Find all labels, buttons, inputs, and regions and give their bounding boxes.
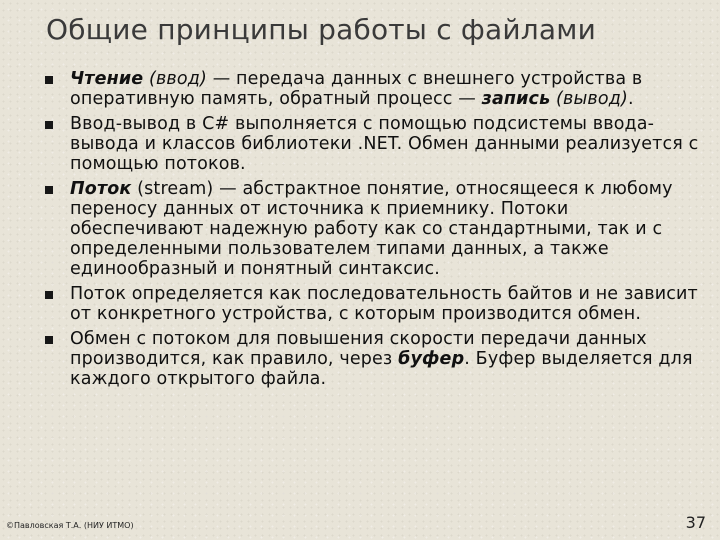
square-bullet-icon <box>45 336 53 344</box>
square-bullet-icon <box>45 186 53 194</box>
bullet-item <box>40 329 700 389</box>
bullet-text-part: . <box>627 89 634 109</box>
square-bullet-icon <box>45 76 53 84</box>
term-writing: запись <box>481 89 551 109</box>
footer-credit: ©Павловская Т.А. (НИУ ИТМО) <box>6 521 134 530</box>
term-reading: Чтение <box>70 69 144 89</box>
bullet-text-part: — передача данных с внешнего устройства в оперативную память, обратный процесс — <box>70 69 643 109</box>
term-buffer: буфер <box>398 349 465 369</box>
page-number: 37 <box>685 513 706 532</box>
bullet-item <box>40 179 700 279</box>
bullet-text-part: Обмен с потоком для повышения скорости передачи данных производится, как правило, через <box>70 329 647 369</box>
slide-title: Общие принципы работы с файлами <box>46 13 596 46</box>
bullet-text <box>70 284 698 324</box>
bullet-item <box>40 114 700 174</box>
bullet-text <box>70 69 642 109</box>
bullet-text-part: Поток определяется как последовательность байтов и не зависит от конкретного устройства, с которым производится обмен. <box>70 284 698 324</box>
bullet-text-part: . Буфер выделяется для каждого открытого файла. <box>70 349 693 389</box>
term-stream: Поток <box>70 179 132 199</box>
bullet-text <box>70 114 698 174</box>
bullet-text-part: Ввод-вывод в C# выполняется с помощью подсистемы ввода-вывода и классов библиотеки .NET. Обмен данными реализуется с помощью потоков. <box>70 114 699 174</box>
bullet-item <box>40 284 700 324</box>
term-output: (вывод) <box>550 89 628 109</box>
bullet-text <box>70 179 673 279</box>
bullet-list <box>40 69 700 394</box>
term-input: (ввод) <box>143 69 207 89</box>
square-bullet-icon <box>45 121 53 129</box>
square-bullet-icon <box>45 291 53 299</box>
bullet-text <box>70 329 693 389</box>
bullet-text-part: (stream) — абстрактное понятие, относящееся к любому переносу данных от источника к приемнику. Потоки обеспечивают надежную работу как со стандартными, так и с определенными пользователем типами данных, а также единообразный и понятный синтаксис. <box>70 179 673 279</box>
bullet-item <box>40 69 700 109</box>
